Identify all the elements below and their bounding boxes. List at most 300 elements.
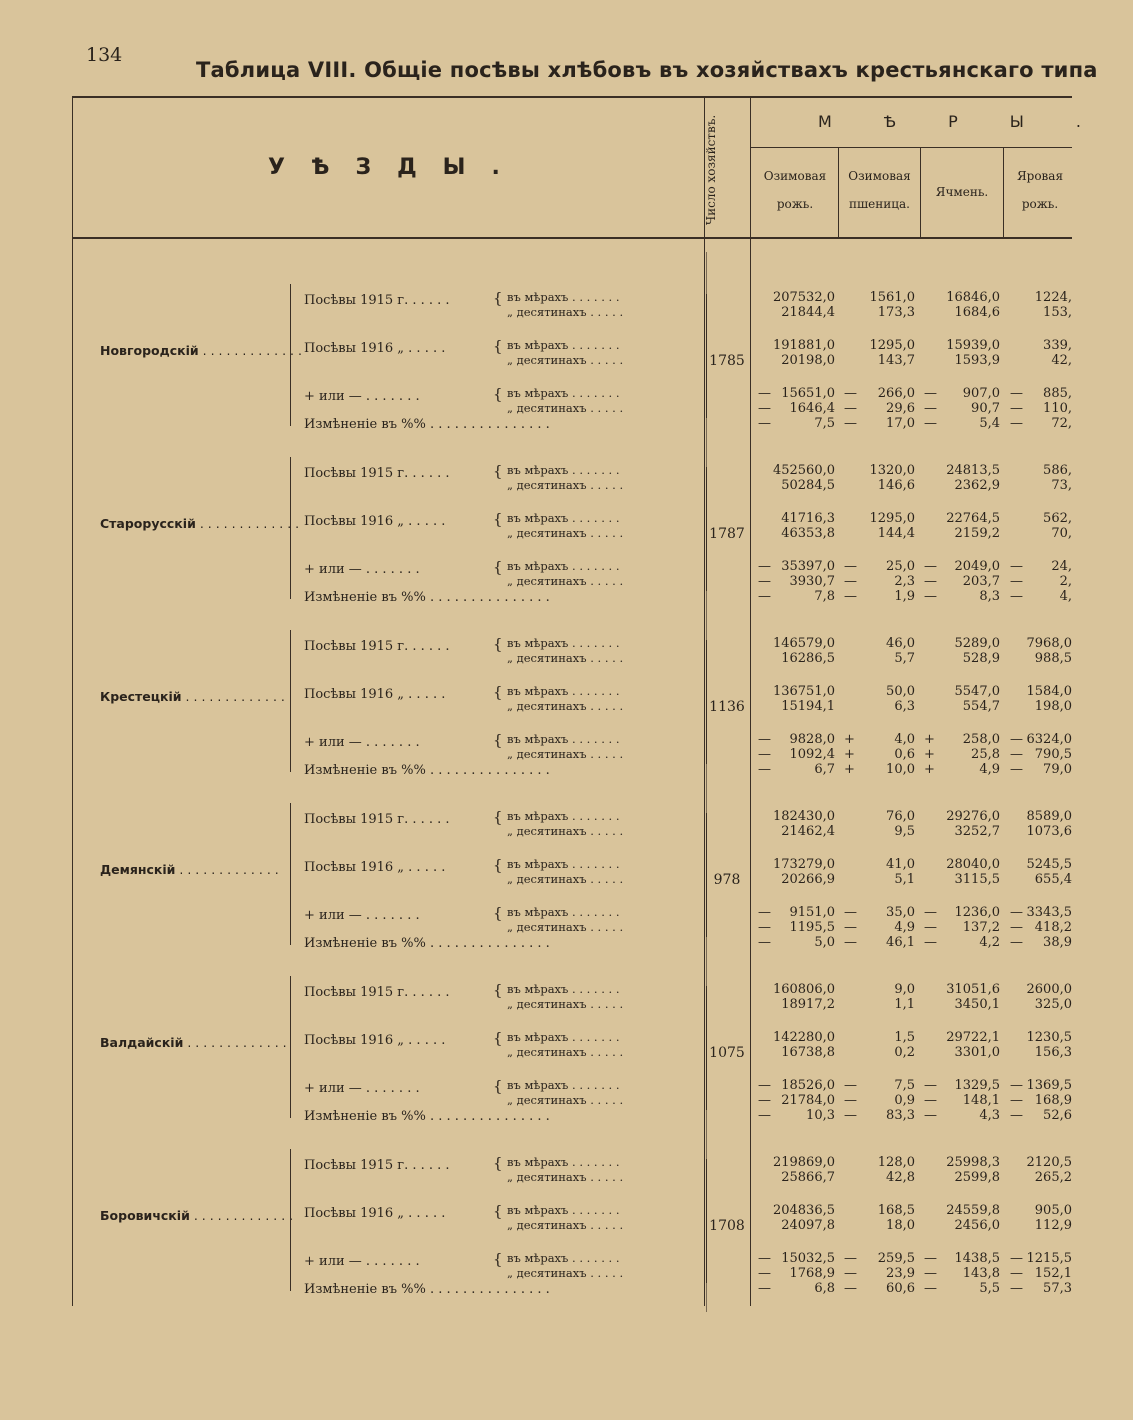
households-count: 1708 bbox=[709, 1218, 745, 1234]
unit-label: въ мѣрахъ . . . . . . . bbox=[507, 386, 620, 400]
row-label: Посѣвы 1915 г. . . . . . bbox=[304, 985, 450, 1000]
cell-value: 31051,6 bbox=[946, 982, 1000, 997]
cell-sign: — bbox=[844, 1266, 857, 1281]
cell-value: 8,3 bbox=[979, 589, 1000, 604]
col-rule-measures bbox=[750, 96, 751, 1306]
cell-value: 907,0 bbox=[962, 386, 1000, 401]
cell-value: 266,0 bbox=[877, 386, 915, 401]
cell-value: 156,3 bbox=[1034, 1045, 1072, 1060]
cell-sign: — bbox=[1010, 401, 1023, 416]
cell-sign: — bbox=[844, 905, 857, 920]
header-col-barley bbox=[921, 178, 1003, 206]
cell-sign: — bbox=[758, 762, 771, 777]
cell-value: 25,0 bbox=[886, 559, 915, 574]
cell-sign: — bbox=[1010, 574, 1023, 589]
cell-value: 1320,0 bbox=[869, 463, 915, 478]
header-bottom-rule bbox=[72, 237, 1072, 239]
cell-sign: — bbox=[924, 1108, 937, 1123]
cell-sign: — bbox=[844, 416, 857, 431]
cell-sign: — bbox=[758, 920, 771, 935]
cell-value: 3343,5 bbox=[1026, 905, 1072, 920]
brace-glyph: { bbox=[493, 904, 503, 922]
top-rule bbox=[72, 96, 1072, 98]
cell-value: 6,7 bbox=[814, 762, 835, 777]
cell-value: 7968,0 bbox=[1026, 636, 1072, 651]
cell-value: 198,0 bbox=[1034, 699, 1072, 714]
cell-value: 20198,0 bbox=[781, 353, 835, 368]
header-col-rye bbox=[752, 162, 838, 218]
change-label: Измѣненіе въ %% . . . . . . . . . . . . . . . bbox=[304, 936, 550, 951]
cell-value: 5,4 bbox=[979, 416, 1000, 431]
cell-sign: — bbox=[1010, 589, 1023, 604]
cell-value: 259,5 bbox=[877, 1251, 915, 1266]
cell-value: 790,5 bbox=[1034, 747, 1072, 762]
cell-value: 38,9 bbox=[1043, 935, 1072, 950]
cell-value: 7,5 bbox=[894, 1078, 915, 1093]
cell-value: 23,9 bbox=[886, 1266, 915, 1281]
row-label: + или — . . . . . . . bbox=[304, 1254, 420, 1269]
cell-value: 29276,0 bbox=[946, 809, 1000, 824]
row-label: Посѣвы 1916 „ . . . . . bbox=[304, 341, 446, 356]
cell-sign: — bbox=[844, 1251, 857, 1266]
unit-label: въ мѣрахъ . . . . . . . bbox=[507, 1155, 620, 1169]
cell-sign: — bbox=[844, 920, 857, 935]
left-rule bbox=[72, 96, 73, 1306]
unit-label: „ десятинахъ . . . . . bbox=[507, 305, 624, 319]
cell-sign: — bbox=[924, 920, 937, 935]
cell-value: 173,3 bbox=[877, 305, 915, 320]
cell-value: 16738,8 bbox=[781, 1045, 835, 1060]
cell-value: 325,0 bbox=[1034, 997, 1072, 1012]
cell-sign: — bbox=[758, 589, 771, 604]
header-col-barley-line1: Ячмень. bbox=[935, 185, 989, 199]
row-label: Посѣвы 1916 „ . . . . . bbox=[304, 687, 446, 702]
cell-value: 52,6 bbox=[1043, 1108, 1072, 1123]
cell-value: 17,0 bbox=[886, 416, 915, 431]
unit-label: „ десятинахъ . . . . . bbox=[507, 1218, 624, 1232]
cell-sign: — bbox=[924, 1251, 937, 1266]
cell-value: 24559,8 bbox=[946, 1203, 1000, 1218]
cell-value: 25866,7 bbox=[781, 1170, 835, 1185]
cell-value: 1684,6 bbox=[954, 305, 1000, 320]
cell-value: 5245,5 bbox=[1026, 857, 1072, 872]
cell-value: 1646,4 bbox=[789, 401, 835, 416]
cell-sign: — bbox=[1010, 1281, 1023, 1296]
brace-glyph: { bbox=[493, 462, 503, 480]
unit-label: въ мѣрахъ . . . . . . . bbox=[507, 857, 620, 871]
brace-glyph: { bbox=[493, 1250, 503, 1268]
brace-glyph: { bbox=[493, 1202, 503, 1220]
cell-value: 219869,0 bbox=[772, 1155, 835, 1170]
count-bracket bbox=[706, 813, 707, 937]
cell-value: 258,0 bbox=[962, 732, 1000, 747]
cell-sign: — bbox=[844, 401, 857, 416]
district-bracket bbox=[290, 803, 291, 945]
cell-value: 2,3 bbox=[894, 574, 915, 589]
cell-sign: — bbox=[1010, 1108, 1023, 1123]
cell-value: 6,3 bbox=[894, 699, 915, 714]
cell-value: 1584,0 bbox=[1026, 684, 1072, 699]
cell-value: 5,5 bbox=[979, 1281, 1000, 1296]
col-rule-households bbox=[704, 96, 705, 1306]
cell-sign: — bbox=[924, 1078, 937, 1093]
change-label: Измѣненіе въ %% . . . . . . . . . . . . . . . bbox=[304, 1282, 550, 1297]
cell-value: 25,8 bbox=[971, 747, 1000, 762]
unit-label: въ мѣрахъ . . . . . . . bbox=[507, 290, 620, 304]
cell-value: 41716,3 bbox=[781, 511, 835, 526]
cell-value: 4, bbox=[1059, 589, 1072, 604]
cell-value: 5,1 bbox=[894, 872, 915, 887]
cell-value: 1215,5 bbox=[1026, 1251, 1072, 1266]
cell-sign: — bbox=[758, 1108, 771, 1123]
count-bracket bbox=[706, 1159, 707, 1283]
cell-value: 136751,0 bbox=[772, 684, 835, 699]
cell-value: 21844,4 bbox=[781, 305, 835, 320]
cell-value: 207532,0 bbox=[772, 290, 835, 305]
cell-value: 29,6 bbox=[886, 401, 915, 416]
cell-value: 1,5 bbox=[894, 1030, 915, 1045]
cell-sign: — bbox=[1010, 386, 1023, 401]
cell-value: 191881,0 bbox=[772, 338, 835, 353]
cell-value: 142280,0 bbox=[772, 1030, 835, 1045]
cell-value: 18526,0 bbox=[781, 1078, 835, 1093]
cell-value: 79,0 bbox=[1043, 762, 1072, 777]
cell-value: 1561,0 bbox=[869, 290, 915, 305]
header-col-rye-line2: рожь. bbox=[776, 197, 814, 211]
cell-value: 905,0 bbox=[1034, 1203, 1072, 1218]
households-count: 1075 bbox=[709, 1045, 745, 1061]
cell-value: 22764,5 bbox=[946, 511, 1000, 526]
cell-value: 15651,0 bbox=[781, 386, 835, 401]
cell-value: 83,3 bbox=[886, 1108, 915, 1123]
cell-value: 988,5 bbox=[1034, 651, 1072, 666]
cell-value: 21462,4 bbox=[781, 824, 835, 839]
cell-value: 3301,0 bbox=[954, 1045, 1000, 1060]
cell-sign: — bbox=[1010, 1078, 1023, 1093]
cell-value: 562, bbox=[1043, 511, 1072, 526]
row-label: Посѣвы 1915 г. . . . . . bbox=[304, 812, 450, 827]
cell-value: 4,3 bbox=[979, 1108, 1000, 1123]
cell-value: 15032,5 bbox=[781, 1251, 835, 1266]
cell-sign: — bbox=[924, 905, 937, 920]
unit-label: „ десятинахъ . . . . . bbox=[507, 824, 624, 838]
cell-value: 10,0 bbox=[886, 762, 915, 777]
cell-sign: — bbox=[758, 1281, 771, 1296]
households-count: 978 bbox=[713, 872, 741, 888]
cell-sign: — bbox=[758, 416, 771, 431]
cell-value: 146,6 bbox=[877, 478, 915, 493]
row-label: + или — . . . . . . . bbox=[304, 1081, 420, 1096]
cell-value: 143,7 bbox=[877, 353, 915, 368]
unit-label: въ мѣрахъ . . . . . . . bbox=[507, 905, 620, 919]
cell-value: 0,9 bbox=[894, 1093, 915, 1108]
cell-value: 128,0 bbox=[877, 1155, 915, 1170]
cell-sign: — bbox=[1010, 732, 1023, 747]
cell-value: 1195,5 bbox=[789, 920, 835, 935]
header-col-spring-rye-line1: Яровая bbox=[1016, 169, 1064, 183]
cell-value: 1593,9 bbox=[954, 353, 1000, 368]
brace-glyph: { bbox=[493, 289, 503, 307]
cell-value: 144,4 bbox=[877, 526, 915, 541]
cell-value: 655,4 bbox=[1034, 872, 1072, 887]
cell-sign: — bbox=[1010, 762, 1023, 777]
cell-sign: — bbox=[758, 905, 771, 920]
unit-label: „ десятинахъ . . . . . bbox=[507, 401, 624, 415]
row-label: + или — . . . . . . . bbox=[304, 908, 420, 923]
cell-value: 110, bbox=[1043, 401, 1072, 416]
cell-value: 2120,5 bbox=[1026, 1155, 1072, 1170]
unit-label: „ десятинахъ . . . . . bbox=[507, 997, 624, 1011]
cell-value: 4,9 bbox=[894, 920, 915, 935]
header-col-wheat bbox=[839, 162, 920, 218]
cell-value: 152,1 bbox=[1034, 1266, 1072, 1281]
cell-sign: — bbox=[758, 574, 771, 589]
cell-value: 528,9 bbox=[962, 651, 1000, 666]
cell-sign: + bbox=[924, 732, 935, 747]
cell-sign: + bbox=[924, 747, 935, 762]
unit-label: въ мѣрахъ . . . . . . . bbox=[507, 463, 620, 477]
cell-sign: + bbox=[924, 762, 935, 777]
header-households: Число хозяйствъ. bbox=[704, 114, 718, 226]
cell-value: 112,9 bbox=[1034, 1218, 1072, 1233]
cell-value: 29722,1 bbox=[946, 1030, 1000, 1045]
cell-value: 73, bbox=[1051, 478, 1072, 493]
cell-value: 6324,0 bbox=[1026, 732, 1072, 747]
change-label: Измѣненіе въ %% . . . . . . . . . . . . . . . bbox=[304, 763, 550, 778]
row-label: Посѣвы 1916 „ . . . . . bbox=[304, 1206, 446, 1221]
cell-value: 146579,0 bbox=[772, 636, 835, 651]
cell-sign: — bbox=[1010, 559, 1023, 574]
unit-label: въ мѣрахъ . . . . . . . bbox=[507, 1078, 620, 1092]
district-name: Старорусскій . . . bbox=[100, 515, 290, 533]
cell-value: 16846,0 bbox=[946, 290, 1000, 305]
row-label: Посѣвы 1915 г. . . . . . bbox=[304, 639, 450, 654]
cell-sign: — bbox=[844, 1281, 857, 1296]
unit-label: „ десятинахъ . . . . . bbox=[507, 526, 624, 540]
brace-glyph: { bbox=[493, 1154, 503, 1172]
cell-value: 1369,5 bbox=[1026, 1078, 1072, 1093]
cell-value: 7,5 bbox=[814, 416, 835, 431]
unit-label: въ мѣрахъ . . . . . . . bbox=[507, 338, 620, 352]
cell-value: 153, bbox=[1043, 305, 1072, 320]
cell-sign: — bbox=[924, 935, 937, 950]
cell-value: 46353,8 bbox=[781, 526, 835, 541]
cell-value: 554,7 bbox=[962, 699, 1000, 714]
cell-sign: — bbox=[924, 1266, 937, 1281]
unit-label: „ десятинахъ . . . . . bbox=[507, 1045, 624, 1059]
cell-value: 15194,1 bbox=[781, 699, 835, 714]
unit-label: въ мѣрахъ . . . . . . . bbox=[507, 1030, 620, 1044]
cell-value: 204836,5 bbox=[772, 1203, 835, 1218]
cell-value: 76,0 bbox=[886, 809, 915, 824]
cell-sign: — bbox=[844, 1093, 857, 1108]
cell-sign: — bbox=[844, 574, 857, 589]
header-measures: МѢРЫ. bbox=[818, 112, 1133, 131]
cell-value: 1295,0 bbox=[869, 511, 915, 526]
cell-value: 10,3 bbox=[806, 1108, 835, 1123]
cell-value: 265,2 bbox=[1034, 1170, 1072, 1185]
cell-value: 16286,5 bbox=[781, 651, 835, 666]
cell-value: 90,7 bbox=[971, 401, 1000, 416]
cell-sign: — bbox=[758, 747, 771, 762]
cell-sign: — bbox=[758, 1251, 771, 1266]
row-label: Посѣвы 1915 г. . . . . . bbox=[304, 466, 450, 481]
header-col-spring-rye bbox=[1004, 162, 1076, 218]
cell-value: 50284,5 bbox=[781, 478, 835, 493]
unit-label: „ десятинахъ . . . . . bbox=[507, 478, 624, 492]
cell-sign: — bbox=[924, 1281, 937, 1296]
change-label: Измѣненіе въ %% . . . . . . . . . . . . . . . bbox=[304, 417, 550, 432]
unit-label: „ десятинахъ . . . . . bbox=[507, 872, 624, 886]
cell-value: 3450,1 bbox=[954, 997, 1000, 1012]
cell-sign: — bbox=[1010, 1266, 1023, 1281]
cell-sign: — bbox=[758, 935, 771, 950]
count-bracket bbox=[706, 467, 707, 591]
cell-value: 41,0 bbox=[886, 857, 915, 872]
cell-value: 3115,5 bbox=[954, 872, 1000, 887]
cell-value: 1,1 bbox=[894, 997, 915, 1012]
unit-label: „ десятинахъ . . . . . bbox=[507, 1266, 624, 1280]
cell-value: 35397,0 bbox=[781, 559, 835, 574]
cell-sign: — bbox=[844, 1108, 857, 1123]
district-name: Демянскій . . . bbox=[100, 861, 290, 879]
cell-value: 42,8 bbox=[886, 1170, 915, 1185]
unit-label: въ мѣрахъ . . . . . . . bbox=[507, 511, 620, 525]
cell-value: 1236,0 bbox=[954, 905, 1000, 920]
cell-value: 25998,3 bbox=[946, 1155, 1000, 1170]
district-bracket bbox=[290, 976, 291, 1118]
measures-underline bbox=[750, 147, 1072, 148]
cell-sign: — bbox=[1010, 920, 1023, 935]
cell-sign: — bbox=[924, 416, 937, 431]
cell-sign: — bbox=[758, 401, 771, 416]
cell-value: 18,0 bbox=[886, 1218, 915, 1233]
cell-value: 1230,5 bbox=[1026, 1030, 1072, 1045]
cell-value: 9151,0 bbox=[789, 905, 835, 920]
brace-glyph: { bbox=[493, 510, 503, 528]
row-label: Посѣвы 1915 г. . . . . . bbox=[304, 1158, 450, 1173]
households-count: 1136 bbox=[709, 699, 745, 715]
cell-value: 885, bbox=[1043, 386, 1072, 401]
cell-value: 1438,5 bbox=[954, 1251, 1000, 1266]
cell-value: 35,0 bbox=[886, 905, 915, 920]
cell-value: 1073,6 bbox=[1026, 824, 1072, 839]
cell-value: 452560,0 bbox=[772, 463, 835, 478]
cell-value: 2600,0 bbox=[1026, 982, 1072, 997]
row-label: Посѣвы 1916 „ . . . . . bbox=[304, 860, 446, 875]
cell-value: 15939,0 bbox=[946, 338, 1000, 353]
unit-label: „ десятинахъ . . . . . bbox=[507, 1170, 624, 1184]
cell-sign: — bbox=[1010, 1251, 1023, 1266]
unit-label: въ мѣрахъ . . . . . . . bbox=[507, 636, 620, 650]
cell-value: 1768,9 bbox=[789, 1266, 835, 1281]
cell-sign: — bbox=[924, 589, 937, 604]
header-col-rye-line1: Озимовая bbox=[763, 169, 827, 183]
district-bracket bbox=[290, 630, 291, 772]
cell-value: 72, bbox=[1051, 416, 1072, 431]
cell-value: 168,9 bbox=[1034, 1093, 1072, 1108]
cell-value: 9,0 bbox=[894, 982, 915, 997]
cell-value: 2456,0 bbox=[954, 1218, 1000, 1233]
cell-value: 4,2 bbox=[979, 935, 1000, 950]
cell-value: 9828,0 bbox=[789, 732, 835, 747]
brace-glyph: { bbox=[493, 558, 503, 576]
cell-value: 173279,0 bbox=[772, 857, 835, 872]
cell-value: 24, bbox=[1051, 559, 1072, 574]
row-label: + или — . . . . . . . bbox=[304, 389, 420, 404]
cell-value: 182430,0 bbox=[772, 809, 835, 824]
cell-sign: — bbox=[844, 589, 857, 604]
unit-label: „ десятинахъ . . . . . bbox=[507, 353, 624, 367]
cell-value: 1295,0 bbox=[869, 338, 915, 353]
unit-label: въ мѣрахъ . . . . . . . bbox=[507, 1203, 620, 1217]
cell-sign: — bbox=[758, 1093, 771, 1108]
district-bracket bbox=[290, 1149, 291, 1291]
cell-value: 9,5 bbox=[894, 824, 915, 839]
count-bracket bbox=[706, 640, 707, 764]
cell-value: 2362,9 bbox=[954, 478, 1000, 493]
unit-label: „ десятинахъ . . . . . bbox=[507, 1093, 624, 1107]
unit-label: „ десятинахъ . . . . . bbox=[507, 651, 624, 665]
cell-value: 8589,0 bbox=[1026, 809, 1072, 824]
cell-sign: — bbox=[844, 559, 857, 574]
district-name: Валдайскій . . . bbox=[100, 1034, 290, 1052]
cell-sign: — bbox=[924, 1093, 937, 1108]
unit-label: въ мѣрахъ . . . . . . . bbox=[507, 809, 620, 823]
district-name: Новгородскій . . . bbox=[100, 342, 290, 360]
header-col-wheat-line2: пшеница. bbox=[849, 197, 910, 211]
cell-value: 339, bbox=[1043, 338, 1072, 353]
unit-label: въ мѣрахъ . . . . . . . bbox=[507, 732, 620, 746]
change-label: Измѣненіе въ %% . . . . . . . . . . . . . . . bbox=[304, 590, 550, 605]
cell-sign: — bbox=[758, 559, 771, 574]
cell-value: 0,6 bbox=[894, 747, 915, 762]
cell-value: 24813,5 bbox=[946, 463, 1000, 478]
cell-sign: — bbox=[1010, 747, 1023, 762]
brace-glyph: { bbox=[493, 683, 503, 701]
cell-value: 1,9 bbox=[894, 589, 915, 604]
unit-label: въ мѣрахъ . . . . . . . bbox=[507, 982, 620, 996]
brace-glyph: { bbox=[493, 635, 503, 653]
cell-sign: — bbox=[758, 1078, 771, 1093]
cell-sign: — bbox=[1010, 905, 1023, 920]
cell-value: 1092,4 bbox=[789, 747, 835, 762]
households-count: 1785 bbox=[709, 353, 745, 369]
brace-glyph: { bbox=[493, 385, 503, 403]
page-number: 134 bbox=[86, 44, 123, 66]
cell-value: 418,2 bbox=[1034, 920, 1072, 935]
cell-value: 60,6 bbox=[886, 1281, 915, 1296]
count-bracket bbox=[706, 294, 707, 418]
cell-value: 5,0 bbox=[814, 935, 835, 950]
district-name: Крестецкій . . . bbox=[100, 688, 290, 706]
unit-label: „ десятинахъ . . . . . bbox=[507, 747, 624, 761]
cell-value: 2159,2 bbox=[954, 526, 1000, 541]
cell-sign: — bbox=[924, 574, 937, 589]
brace-glyph: { bbox=[493, 337, 503, 355]
cell-value: 203,7 bbox=[962, 574, 1000, 589]
cell-sign: + bbox=[844, 747, 855, 762]
cell-value: 1329,5 bbox=[954, 1078, 1000, 1093]
cell-value: 5289,0 bbox=[954, 636, 1000, 651]
cell-sign: — bbox=[844, 386, 857, 401]
brace-glyph: { bbox=[493, 1077, 503, 1095]
brace-glyph: { bbox=[493, 731, 503, 749]
cell-sign: — bbox=[1010, 935, 1023, 950]
cell-sign: — bbox=[924, 401, 937, 416]
cell-value: 42, bbox=[1051, 353, 1072, 368]
cell-value: 4,9 bbox=[979, 762, 1000, 777]
